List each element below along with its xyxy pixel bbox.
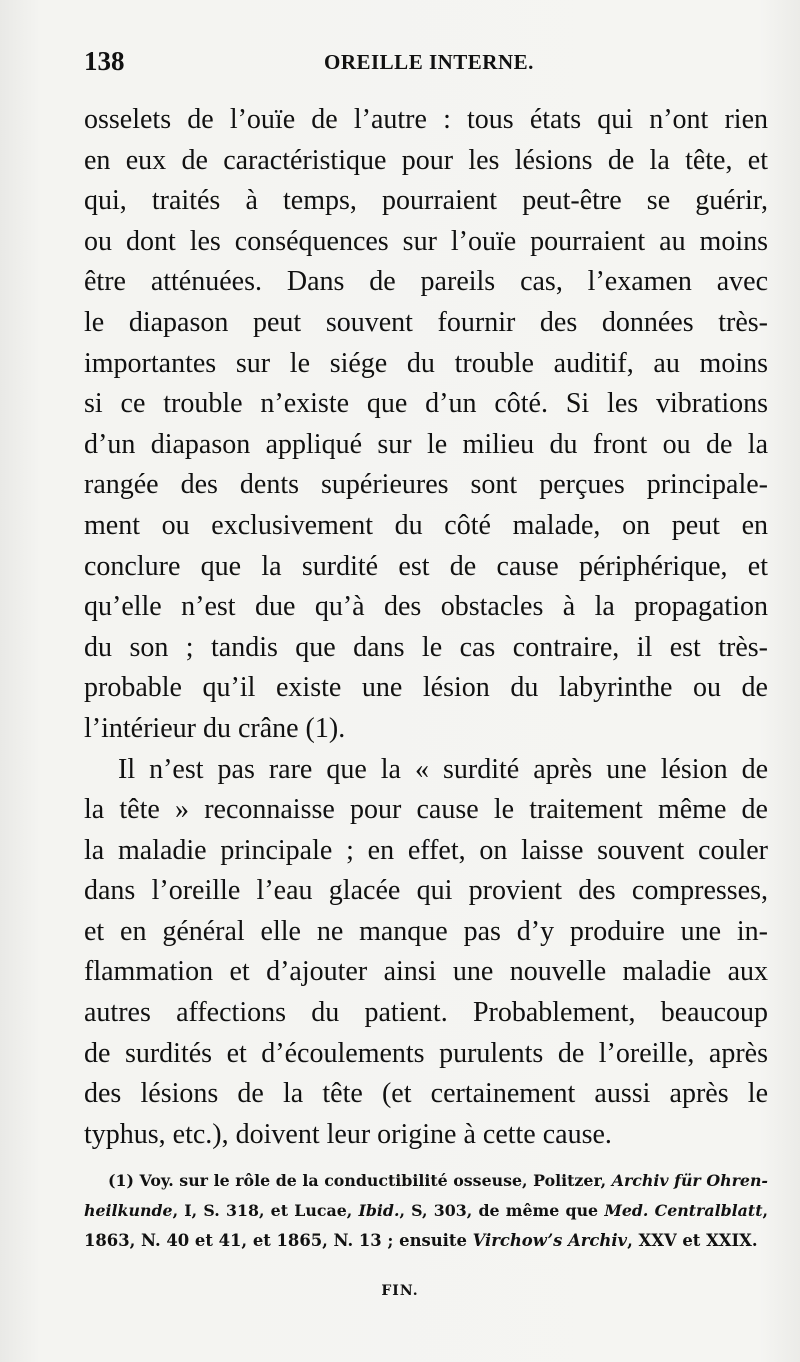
footnote-text: , XXV et XXIX. <box>627 1231 758 1250</box>
text-line: et en général elle ne manque pas d’y produire une in- <box>84 915 768 947</box>
text-line: rangée des dents supérieures sont perçues principale- <box>84 469 768 501</box>
text-line: dans l’oreille l’eau glacée qui provient des compresses, <box>84 875 768 907</box>
text-line: probable qu’il existe une lésion du labyrinthe ou de <box>84 672 768 704</box>
text-line: qu’elle n’est due qu’à des obstacles à la propagation <box>84 591 768 623</box>
footnote-line <box>84 1166 768 1196</box>
citation-ibid: Ibid. <box>358 1201 400 1220</box>
footnote-text: , <box>762 1201 768 1220</box>
text-line: conclure que la surdité est de cause périphérique, et <box>84 550 768 582</box>
text-line: importantes sur le siége du trouble auditif, au moins <box>84 347 768 379</box>
footnote <box>84 1166 768 1256</box>
text-line: flammation et d’ajouter ainsi une nouvelle maladie aux <box>84 956 768 988</box>
text-line: la maladie principale ; en effet, on laisse souvent couler <box>84 834 768 866</box>
footnote-text: (1) Voy. sur le rôle de la conductibilité osseuse, Politzer, <box>108 1171 612 1190</box>
text-line: Il n’est pas rare que la « surdité après une lésion de <box>118 753 768 785</box>
main-text <box>84 100 768 1155</box>
text-line: autres affections du patient. Probablement, beaucoup <box>84 997 768 1029</box>
running-title: OREILLE INTERNE. <box>324 50 534 74</box>
journal-title: heilkunde <box>84 1201 173 1220</box>
text-line: la tête » reconnaisse pour cause le traitement même de <box>84 794 768 826</box>
text-line: des lésions de la tête (et certainement aussi après le <box>84 1078 768 1110</box>
page-header <box>84 44 770 84</box>
end-mark: FIN. <box>381 1283 419 1299</box>
text-line: le diapason peut souvent fournir des données très- <box>84 306 768 338</box>
text-line: ou dont les conséquences sur l’ouïe pourraient au moins <box>84 225 768 257</box>
journal-title: Archiv für Ohren- <box>611 1171 768 1190</box>
page-number: 138 <box>84 46 125 76</box>
text-line: d’un diapason appliqué sur le milieu du front ou de la <box>84 428 768 460</box>
text-line: du son ; tandis que dans le cas contraire, il est très- <box>84 631 768 663</box>
journal-title: Med. Centralblatt <box>604 1201 763 1220</box>
footnote-text: , S, 303, de même que <box>399 1201 605 1220</box>
text-line: qui, traités à temps, pourraient peut-être se guérir, <box>84 185 768 217</box>
text-line: être atténuées. Dans de pareils cas, l’examen avec <box>84 266 768 298</box>
text-line: l’intérieur du crâne (1). <box>84 712 346 744</box>
text-line: typhus, etc.), doivent leur origine à cette cause. <box>84 1118 612 1150</box>
journal-title: Virchow’s Archiv <box>472 1231 628 1250</box>
text-line: si ce trouble n’existe que d’un côté. Si les vibrations <box>84 388 768 420</box>
text-line: ment ou exclusivement du côté malade, on peut en <box>84 509 768 541</box>
footnote-text: , I, S. 318, et Lucae, <box>172 1201 359 1220</box>
footnote-line <box>84 1226 768 1256</box>
text-line: de surdités et d’écoulements purulents de l’oreille, après <box>84 1037 768 1069</box>
text-line: osselets de l’ouïe de l’autre : tous états qui n’ont rien <box>84 104 768 135</box>
footnote-text: 1863, N. 40 et 41, et 1865, N. 13 ; ensuite <box>84 1231 473 1250</box>
text-line: en eux de caractéristique pour les lésions de la tête, et <box>84 144 768 176</box>
footnote-line <box>84 1196 768 1226</box>
